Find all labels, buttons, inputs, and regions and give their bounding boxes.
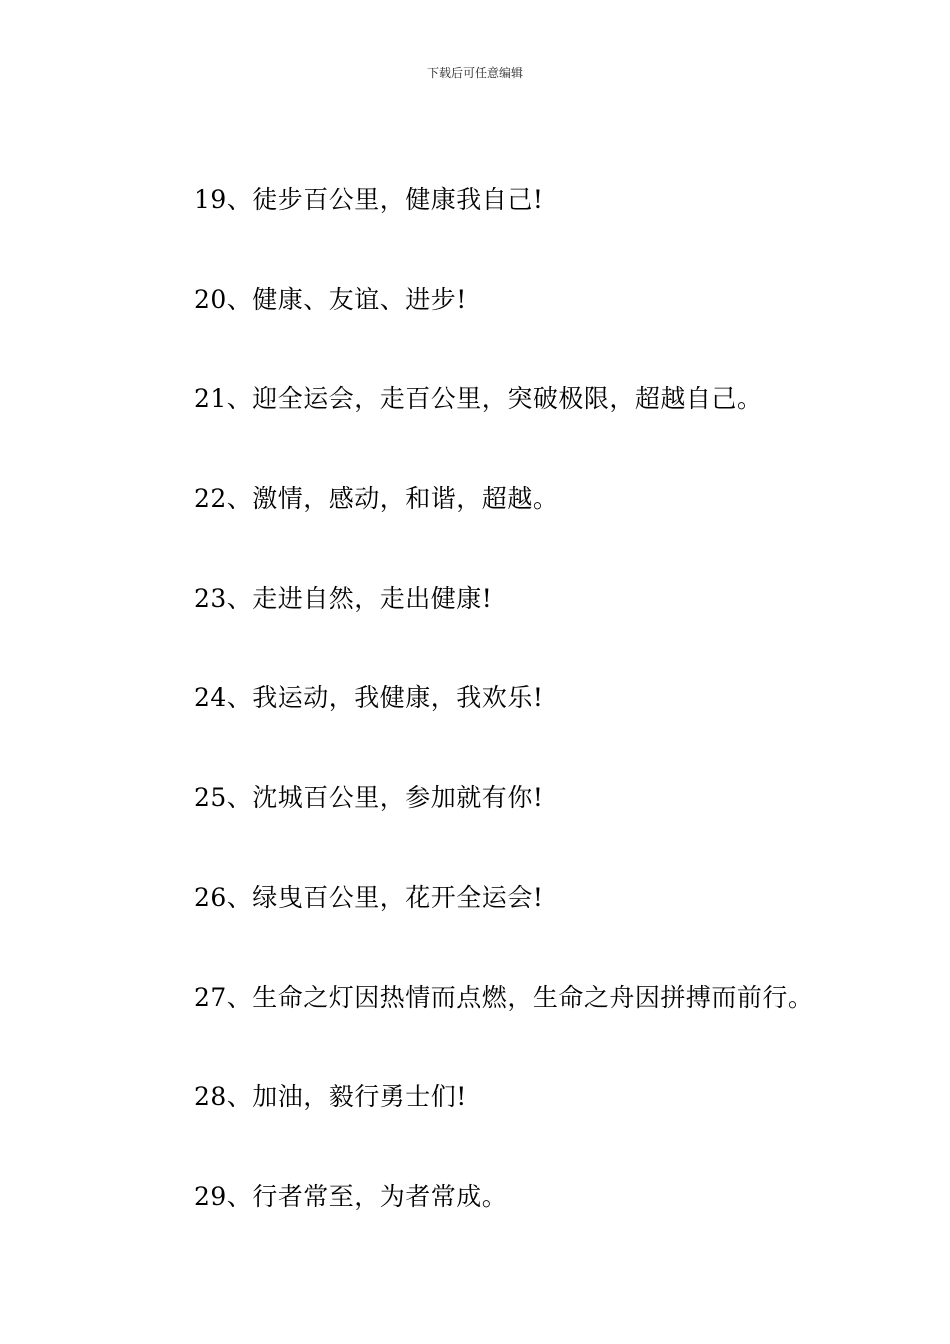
- slogan-item: 20、健康、友谊、进步!: [194, 284, 467, 314]
- slogan-item: 28、加油，毅行勇士们!: [194, 1082, 467, 1112]
- slogan-item: 27、生命之灯因热情而点燃，生命之舟因拼搏而前行。: [194, 982, 814, 1012]
- slogan-item: 19、徒步百公里，健康我自己!: [194, 185, 544, 214]
- slogan-item: 29、行者常至，为者常成。: [194, 1181, 508, 1211]
- page-header: 下载后可任意编辑: [426, 66, 523, 80]
- slogan-item: 25、沈城百公里，参加就有你!: [194, 783, 544, 813]
- slogan-item: 24、我运动，我健康，我欢乐!: [194, 683, 544, 713]
- slogan-item: 21、迎全运会，走百公里，突破极限，超越自己。: [194, 384, 763, 414]
- slogan-item: 22、激情，感动，和谐，超越。: [194, 484, 559, 514]
- slogan-item: 26、绿曳百公里，花开全运会!: [194, 882, 544, 912]
- slogan-list: [194, 180, 934, 1277]
- slogan-item: 23、走进自然，走出健康!: [194, 583, 493, 613]
